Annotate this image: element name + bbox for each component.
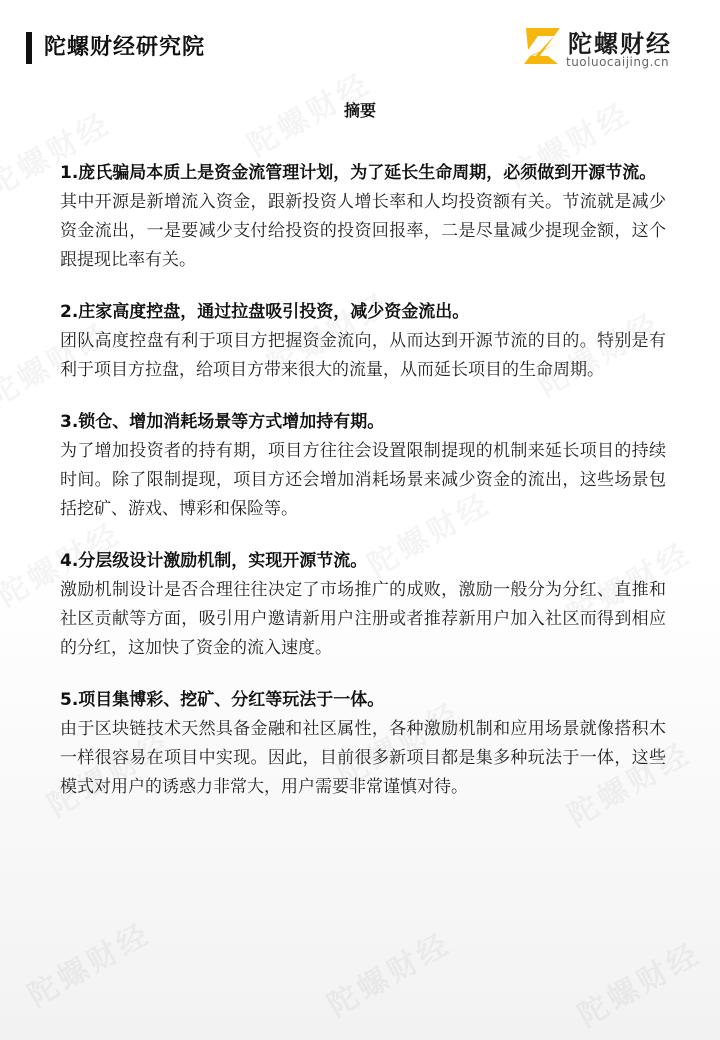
z-logo-icon bbox=[524, 24, 562, 68]
watermark bbox=[568, 929, 708, 1035]
watermark bbox=[318, 919, 458, 1025]
summary-section bbox=[60, 407, 666, 524]
section-body: 激励机制设计是否合理往往决定了市场推广的成败，激励一般分为分红、直推和社区贡献等方面，吸引用户邀请新用户注册或者推荐新用户加入社区而得到相应的分红，这加快了资金的流入速度。 bbox=[60, 580, 666, 658]
brand-logo bbox=[524, 22, 694, 74]
summary-section bbox=[60, 685, 666, 802]
section-body: 团队高度控盘有利于项目方把握资金流向，从而达到开源节流的目的。特别是有利于项目方拉盘，给项目方带来很大的流量，从而延长项目的生命周期。 bbox=[60, 331, 666, 380]
watermark bbox=[18, 909, 158, 1015]
logo-url: tuoluocaijing.cn bbox=[566, 55, 670, 69]
section-heading: 2.庄家高度控盘，通过拉盘吸引投资，减少资金流出。 bbox=[60, 302, 470, 322]
header-title: 陀螺财经研究院 bbox=[44, 35, 206, 60]
summary-section bbox=[60, 158, 666, 275]
section-body: 为了增加投资者的持有期，项目方往往会设置限制提现的机制来延长项目的持续时间。除了限制提现，项目方还会增加消耗场景来减少资金的流出，这些场景包括挖矿、游戏、博彩和保险等。 bbox=[60, 441, 666, 519]
summary-section bbox=[60, 297, 666, 385]
section-body: 其中开源是新增流入资金，跟新投资人增长率和人均投资额有关。节流就是减少资金流出，一是要减少支付给投资的投资回报率，二是尽量减少提现金额，这个跟提现比率有关。 bbox=[60, 192, 666, 270]
section-heading: 4.分层级设计激励机制，实现开源节流。 bbox=[60, 551, 368, 571]
logo-name: 陀螺财经 bbox=[568, 30, 672, 58]
section-body: 由于区块链技术天然具备金融和社区属性，各种激励机制和应用场景就像搭积木一样很容易在项目中实现。因此，目前很多新项目都是集多种玩法于一体，这些模式对用户的诱惑力非常大，用户需要非常谨慎对待。 bbox=[60, 719, 666, 797]
summary-section bbox=[60, 546, 666, 663]
summary-content bbox=[60, 158, 666, 824]
summary-title: 摘要 bbox=[343, 101, 376, 120]
section-heading: 1.庞氏骗局本质上是资金流管理计划，为了延长生命周期，必须做到开源节流。 bbox=[60, 163, 657, 183]
section-heading: 5.项目集博彩、挖矿、分红等玩法于一体。 bbox=[60, 690, 385, 710]
section-heading: 3.锁仓、增加消耗场景等方式增加持有期。 bbox=[60, 412, 385, 432]
header-accent-bar bbox=[26, 32, 32, 64]
